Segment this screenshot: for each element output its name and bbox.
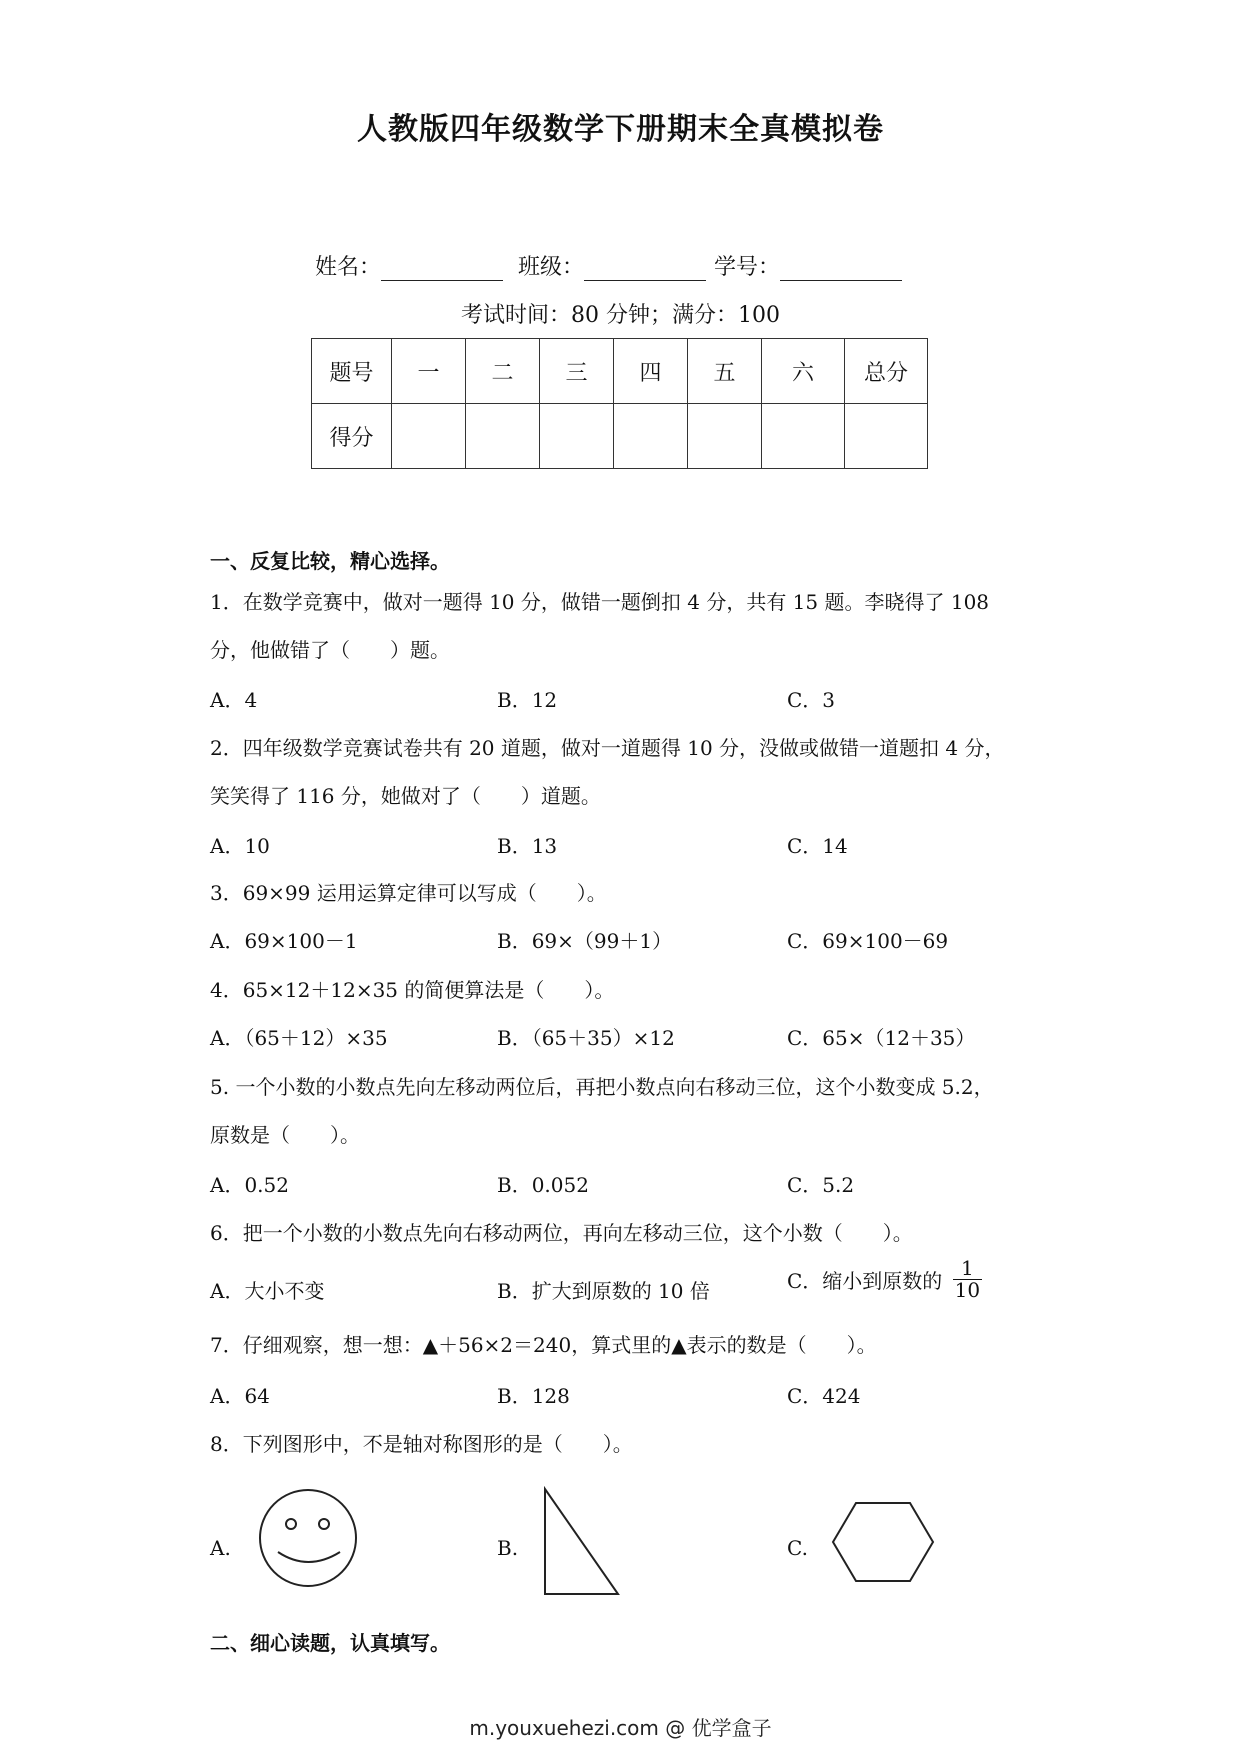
exam-info: 考试时间：80 分钟；满分：100	[461, 303, 780, 328]
option-c: C．5.2	[787, 1173, 855, 1197]
student-info-row	[315, 250, 910, 281]
page-title: 人教版四年级数学下册期末全真模拟卷	[357, 112, 884, 147]
option-a: A．4	[210, 688, 258, 712]
question-5-line-2: 原数是（ ）。	[210, 1123, 360, 1147]
score-blank-cell	[845, 404, 928, 469]
score-cell: 一	[392, 339, 466, 404]
score-blank-cell	[614, 404, 688, 469]
section1-title: 一、反复比较，精心选择。	[210, 549, 450, 573]
option-b: B．0.052	[497, 1173, 589, 1197]
score-cell: 总分	[845, 339, 928, 404]
score-cell: 五	[688, 339, 762, 404]
score-cell: 得分	[312, 404, 392, 469]
option-b: B．12	[497, 688, 558, 712]
option-a: A．10	[210, 834, 270, 858]
option-c: C．69×100－69	[787, 929, 949, 953]
score-table-header-row	[312, 339, 928, 404]
option-b: B．128	[497, 1384, 570, 1408]
option-c-with-fraction	[787, 1258, 982, 1301]
score-cell: 题号	[312, 339, 392, 404]
option-b: B．（65＋35）×12	[497, 1026, 675, 1050]
option-a: A．0.52	[210, 1173, 289, 1197]
score-blank-cell	[762, 404, 845, 469]
score-cell: 二	[466, 339, 540, 404]
name-label: 姓名：	[315, 255, 382, 280]
option-a: A．64	[210, 1384, 270, 1408]
option-b: B．13	[497, 834, 558, 858]
section2-title: 二、细心读题，认真填写。	[210, 1631, 450, 1655]
question-4-line-1: 4．65×12＋12×35 的简便算法是（ ）。	[210, 978, 615, 1002]
score-blank-cell	[540, 404, 614, 469]
id-blank	[780, 258, 902, 281]
score-blank-cell	[466, 404, 540, 469]
score-blank-cell	[392, 404, 466, 469]
option-b: B.	[497, 1536, 519, 1560]
question-2-line-2: 笑笑得了 116 分，她做对了（ ）道题。	[210, 784, 601, 808]
fraction-numerator: 1	[953, 1258, 982, 1280]
name-blank	[381, 258, 503, 281]
option-a: A．69×100－1	[210, 929, 358, 953]
score-cell: 三	[540, 339, 614, 404]
option-c: C．65×（12＋35）	[787, 1026, 976, 1050]
right-triangle-figure	[542, 1486, 622, 1598]
option-a: A.	[210, 1536, 231, 1560]
footer-watermark: m.youxuehezi.com @ 优学盒子	[469, 1716, 772, 1740]
score-table-score-row	[312, 404, 928, 469]
question-1-line-2: 分，他做错了（ ）题。	[210, 638, 450, 662]
id-label: 学号：	[714, 255, 781, 280]
question-1-line-1: 1．在数学竞赛中，做对一题得 10 分，做错一题倒扣 4 分，共有 15 题。李晓得了 108	[210, 590, 990, 614]
question-8-line-1: 8．下列图形中，不是轴对称图形的是（ ）。	[210, 1432, 633, 1456]
score-cell: 六	[762, 339, 845, 404]
option-c: C.	[787, 1536, 808, 1560]
option-c: C．424	[787, 1384, 861, 1408]
option-b: B．扩大到原数的 10 倍	[497, 1279, 710, 1303]
score-table	[311, 338, 928, 469]
question-3-line-1: 3．69×99 运用运算定律可以写成（ ）。	[210, 881, 607, 905]
option-a: A．（65＋12）×35	[210, 1026, 388, 1050]
option-c: C．3	[787, 688, 836, 712]
question-2-line-1: 2．四年级数学竞赛试卷共有 20 道题，做对一道题得 10 分，没做或做错一道题扣 4 分，	[210, 736, 1005, 760]
option-c: C．14	[787, 834, 848, 858]
question-5-line-1: 5. 一个小数的小数点先向左移动两位后，再把小数点向右移动三位，这个小数变成 5.2，	[210, 1075, 994, 1099]
question-6-line-1: 6．把一个小数的小数点先向右移动两位，再向左移动三位，这个小数（ ）。	[210, 1221, 913, 1245]
option-c: C．缩小到原数的	[787, 1269, 943, 1293]
smiley-face-figure	[256, 1486, 360, 1590]
score-blank-cell	[688, 404, 762, 469]
option-a: A．大小不变	[210, 1279, 325, 1303]
class-blank	[584, 258, 706, 281]
fraction-denominator: 10	[954, 1278, 981, 1302]
score-cell: 四	[614, 339, 688, 404]
fraction	[953, 1258, 982, 1301]
option-b: B．69×（99＋1）	[497, 929, 673, 953]
question-7-line-1: 7．仔细观察，想一想：▲＋56×2＝240，算式里的▲表示的数是（ ）。	[210, 1333, 877, 1357]
hexagon-figure	[830, 1500, 936, 1584]
class-label: 班级：	[518, 255, 585, 280]
